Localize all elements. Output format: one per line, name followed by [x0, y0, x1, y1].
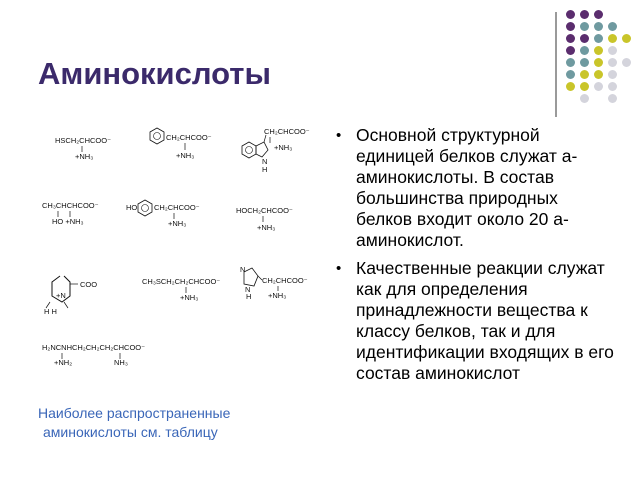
structure-arginine [42, 343, 145, 367]
structure-amine: +NH₃ [274, 143, 293, 152]
dot [594, 46, 603, 55]
dot [580, 58, 589, 67]
dot [594, 10, 603, 19]
structure-amine: +NH₂ [54, 358, 73, 367]
structure-ring-n: N [262, 157, 268, 166]
structure-formula: COO [80, 280, 98, 289]
dot [566, 46, 575, 55]
dot [580, 10, 589, 19]
dot [566, 70, 575, 79]
dot [566, 82, 575, 91]
dot [608, 22, 617, 31]
dot [580, 94, 589, 103]
structure-ring-h: H [262, 165, 268, 174]
dot [566, 10, 575, 19]
structure-threonine [42, 201, 99, 226]
caption-line-2: аминокислоты см. таблицу [43, 424, 218, 440]
bullet-text: Качественные реакции служат как для определения принадлежности вещества к классу белков, так и для идентификации входящих в его состав аминокислот [356, 258, 614, 383]
bullet-list [336, 125, 616, 391]
structure-amine: +NH₃ [268, 291, 287, 300]
dot [608, 58, 617, 67]
structure-formula: CH₃SCH₂CH₂CHCOO⁻ [142, 277, 221, 286]
structure-ring-n: N [245, 285, 251, 294]
dot [580, 22, 589, 31]
dot [594, 82, 603, 91]
structure-amine: NH₃ [114, 358, 128, 367]
structure-amine: +NH₃ [176, 151, 195, 160]
structure-amine: +NH₃ [168, 219, 187, 228]
structure-amine: +NH₃ [257, 223, 276, 232]
structure-methionine [142, 277, 220, 302]
dot [594, 22, 603, 31]
dot [594, 58, 603, 67]
bullet-item [336, 258, 616, 384]
dot [608, 82, 617, 91]
structure-formula: HOCH₂CHCOO⁻ [236, 206, 293, 215]
dot [622, 58, 631, 67]
amino-acid-structures [0, 0, 330, 400]
structure-tyrosine [126, 200, 200, 228]
dot [566, 34, 575, 43]
structure-formula: CH₃CHCHCOO⁻ [42, 201, 99, 210]
dot [580, 46, 589, 55]
bullet-glyph: • [336, 127, 342, 144]
structure-ring-n: N [240, 265, 246, 274]
structure-formula: HSCH₂CHCOO⁻ [55, 136, 112, 145]
dot [608, 70, 617, 79]
dot [608, 34, 617, 43]
structure-formula: CH₂CHCOO⁻ [154, 203, 200, 212]
structure-amine: +NH₃ [75, 152, 94, 161]
dot [594, 34, 603, 43]
structure-cysteine [55, 136, 111, 161]
structure-hydroxyl: HO [126, 203, 138, 212]
structure-amine: HO +NH₃ [52, 217, 84, 226]
slide-title: Аминокислоты [38, 56, 271, 91]
caption-line-1: Наиболее распространенные [38, 405, 231, 421]
structure-serine [236, 206, 293, 232]
structure-ring-h: H H [44, 307, 57, 316]
dot [566, 58, 575, 67]
dot [566, 22, 575, 31]
structure-ring-h: H [246, 292, 252, 301]
bullet-item [336, 125, 616, 251]
structure-histidine [240, 265, 308, 301]
dot [580, 82, 589, 91]
structure-formula: CH₂CHCOO⁻ [264, 127, 310, 136]
dot [580, 70, 589, 79]
bullet-glyph: • [336, 260, 342, 277]
structure-ring-n: +N [56, 291, 66, 300]
dot [622, 34, 631, 43]
table-caption [38, 404, 288, 442]
bullet-text: Основной структурной единицей белков служат а-аминокислоты. В состав большинства природных белков входит около 20 а-аминокислот. [356, 125, 578, 250]
dot [608, 94, 617, 103]
dot [580, 34, 589, 43]
structure-tryptophan [242, 127, 310, 174]
structure-phenylalanine [150, 128, 212, 160]
dot [608, 46, 617, 55]
vertical-divider [555, 12, 557, 117]
dot [594, 70, 603, 79]
structure-formula: CH₂CHCOO⁻ [166, 133, 212, 142]
structure-proline [44, 276, 97, 316]
structure-amine: +NH₃ [180, 293, 199, 302]
structure-formula: H₂NCNHCH₂CH₂CH₂CHCOO⁻ [42, 343, 146, 352]
structure-formula: CH₂CHCOO⁻ [262, 276, 308, 285]
